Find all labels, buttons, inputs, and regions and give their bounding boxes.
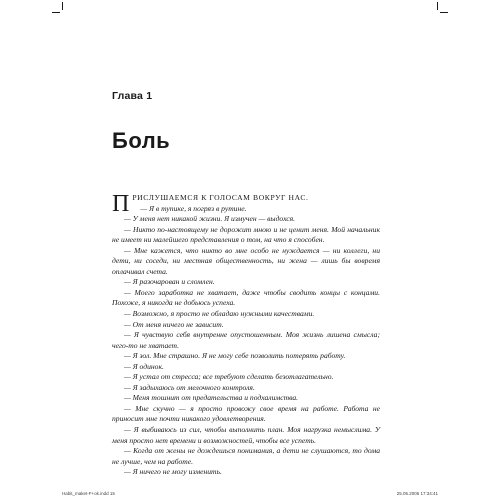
paragraph: — Я устал от стресса; все требуют сделать безотлагательно.	[124, 372, 334, 382]
paragraph: — У меня нет никакой жизни. Я измучен — выдохся.	[124, 214, 296, 224]
drop-cap: П	[112, 191, 130, 217]
paragraph: — Я одинок.	[124, 361, 164, 371]
paragraph: — Я зол. Мне страшно. Я не могу себе позволить потерять работу.	[124, 351, 346, 361]
crop-mark	[440, 12, 448, 13]
paragraph: — Мне кажется, что никто во мне особо не нуждается — ни коллеги, ни дети, ни соседи, ни местная общественность, ни жена — лишь бы вовремя оплачивал счета.	[112, 245, 380, 276]
chapter-body	[112, 193, 380, 478]
paragraph: — Я ничего не могу изменить.	[124, 467, 222, 477]
paragraph: — От меня ничего не зависит.	[124, 319, 224, 329]
paragraph: — Когда от жены не дождешься понимания, а дети не слушаются, то дома не лучше, чем на работе.	[112, 446, 380, 466]
print-footer-filename: Habit_maket-F+ok.indd 15	[62, 491, 115, 496]
paragraph: — Возможно, я просто не обладаю нужными качествами.	[124, 309, 315, 319]
crop-mark	[52, 12, 60, 13]
paragraph: — Я в тупике, я погряз в рутине.	[140, 203, 247, 213]
print-footer-timestamp: 25.05.2006 17:34:41	[396, 491, 438, 496]
paragraph: — Моего заработка не хватает, даже чтобы сводить концы с концами. Похоже, я никогда не добьюсь успеха.	[112, 287, 380, 308]
crop-mark	[62, 2, 63, 10]
paragraph: — Меня тошнит от предательства и подхалимства.	[124, 393, 299, 403]
paragraph: — Мне скучно — я просто провожу свое время на работе. Работа не приносит мне почти никакого удовлетворения.	[112, 403, 380, 424]
paragraph: — Я задыхаюсь от мелочного контроля.	[124, 382, 255, 392]
chapter-label: Глава 1	[112, 90, 153, 102]
chapter-title: Боль	[112, 128, 171, 153]
paragraph: — Никто по-настоящему не дорожит мною и не ценит меня. Мой начальник не имеет ни малейшего представления о том, на что я способен.	[112, 224, 380, 245]
paragraph: — Я выбиваюсь из сил, чтобы выполнить план. Моя нагрузка немыслима. У меня просто нет времени и возможностей, чтобы все успеть.	[112, 425, 380, 445]
paragraph: — Я чувствую себя внутренне опустошенным. Моя жизнь лишена смысла; чего-то не хватает.	[112, 330, 380, 350]
paragraph: — Я разочарован и сломлен.	[124, 277, 215, 287]
lead-caps-text: РИСЛУШАЕМСЯ К ГОЛОСАМ ВОКРУГ НАС.	[132, 193, 309, 202]
crop-mark	[437, 2, 438, 10]
